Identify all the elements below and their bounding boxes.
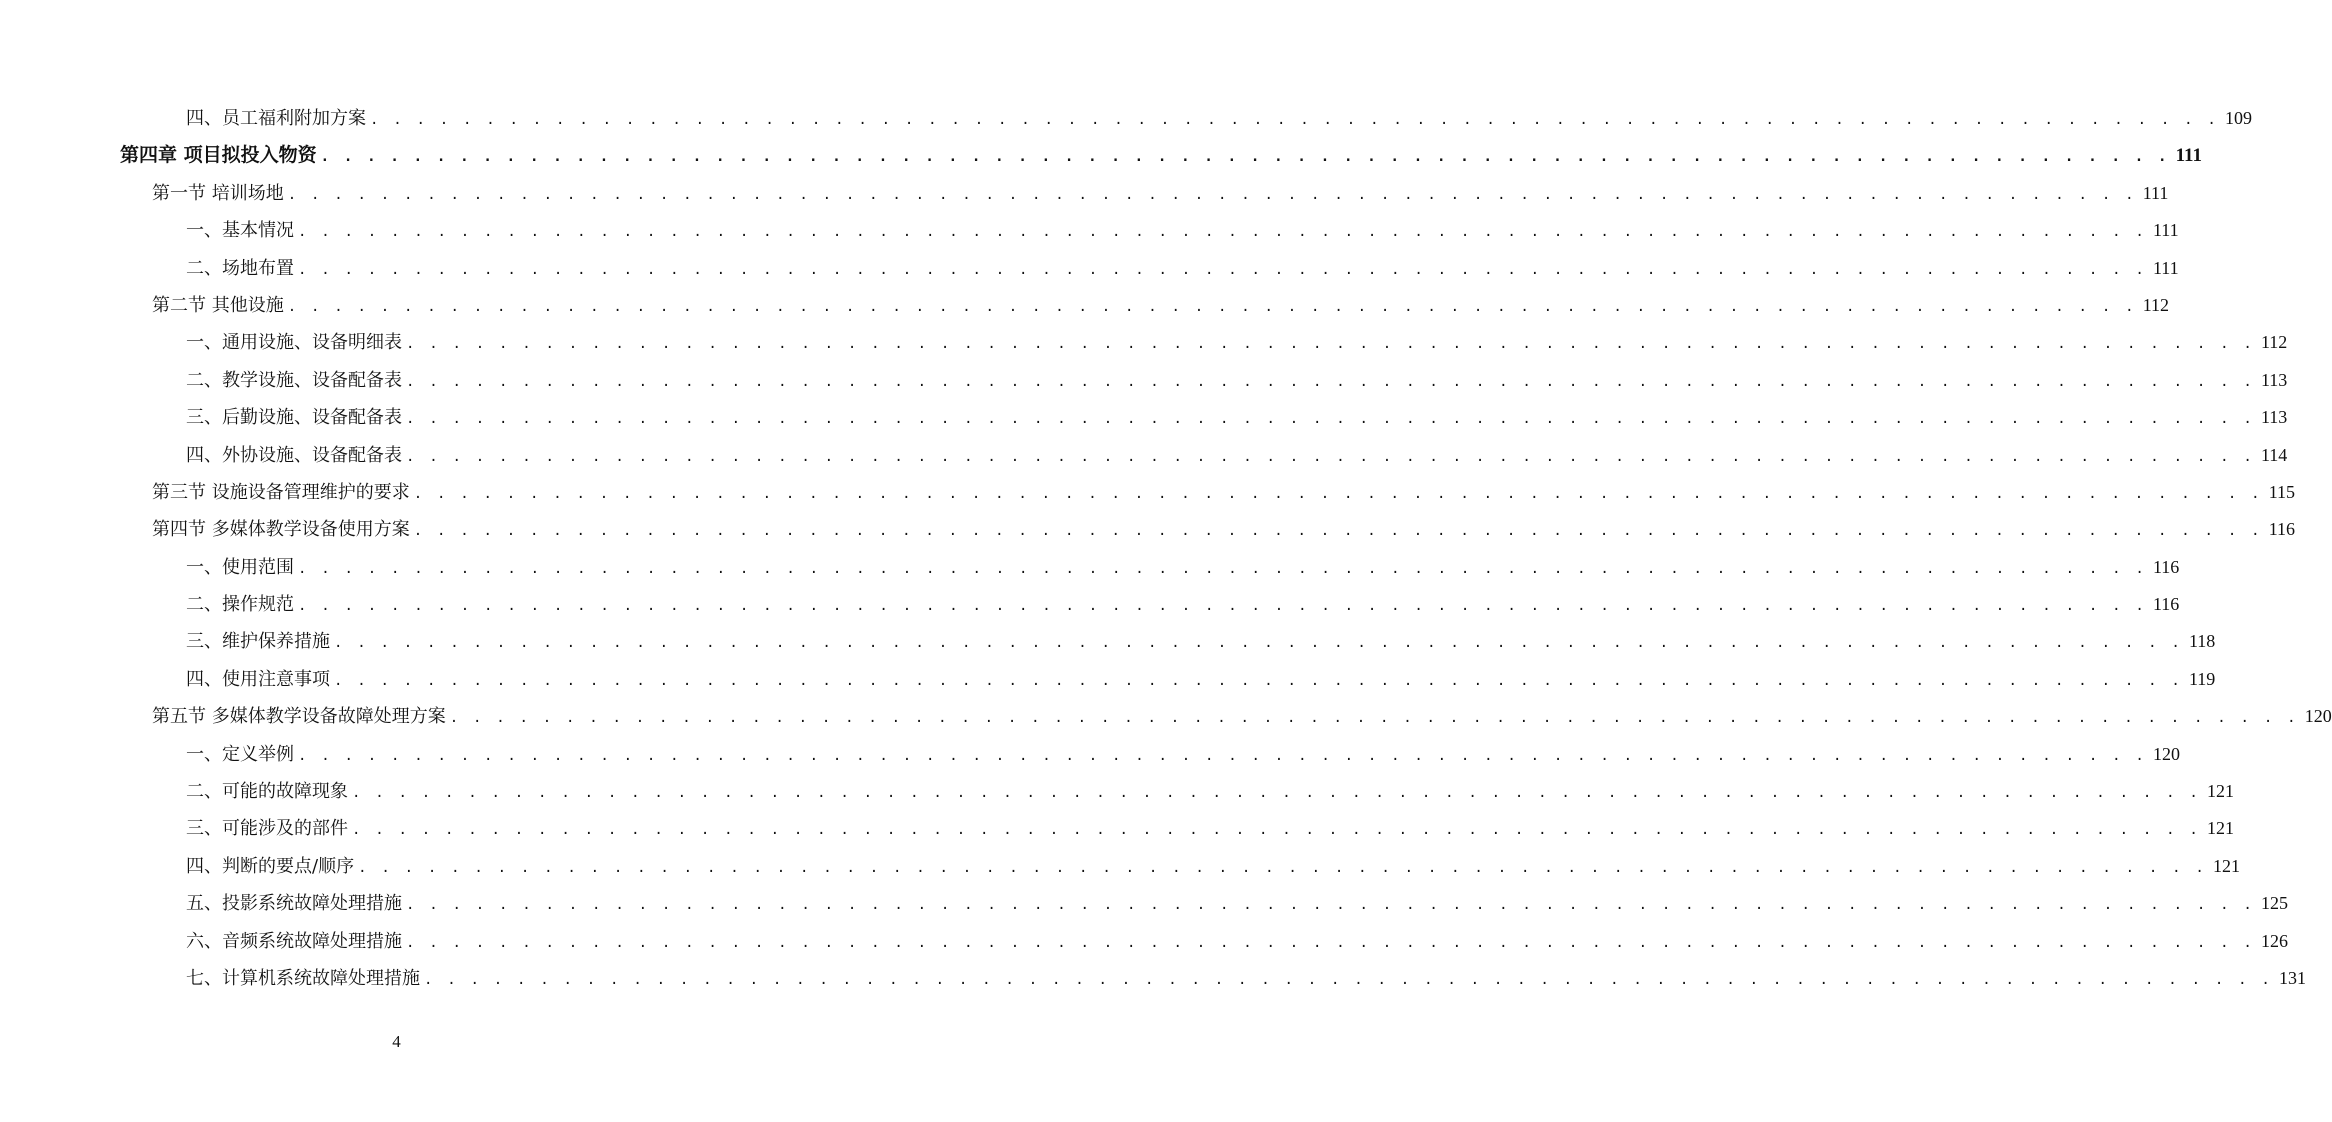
toc-entry-title: 第四节 多媒体教学设备使用方案 — [152, 519, 410, 541]
dot-leader: . . . . . . . . . . . . . . . . . . . . . . . . . . . . . . . . . . . . . . . . . . . . . . . . . . . . . . . . . . . . . . . . . . . . . . . . . . . . . . . . — [334, 635, 2183, 652]
toc-entry-title: 第一节 培训场地 — [152, 182, 284, 204]
toc-entry-title: 第五节 多媒体教学设备故障处理方案 — [152, 706, 446, 728]
toc-section-entry[interactable] — [0, 175, 2169, 212]
toc-entry-page-number: 120 — [2152, 743, 2180, 764]
toc-subsection-entry[interactable] — [0, 362, 2288, 399]
dot-leader: . . . . . . . . . . . . . . . . . . . . . . . . . . . . . . . . . . . . . . . . . . . . . . . . . . . . . . . . . . . . . . . . . . . . . . . . . . . . . . . . — [406, 373, 2255, 390]
table-of-contents — [0, 100, 2332, 997]
dot-leader: . . . . . . . . . . . . . . . . . . . . . . . . . . . . . . . . . . . . . . . . . . . . . . . . . . . . . . . . . . . . . . . . . . . . . . . . . . . . . . . . — [298, 598, 2147, 615]
toc-entry-content — [186, 100, 2252, 139]
toc-entry-page-number: 111 — [2152, 220, 2179, 241]
toc-entry-content — [152, 175, 2169, 214]
toc-entry-content — [186, 549, 2180, 588]
toc-entry-title: 四、判断的要点/顺序 — [186, 855, 355, 877]
toc-entry-page-number: 121 — [2213, 855, 2241, 876]
toc-section-entry[interactable] — [0, 287, 2170, 324]
toc-subsection-entry[interactable] — [0, 549, 2180, 586]
toc-entry-content — [186, 923, 2288, 962]
toc-entry-content — [186, 736, 2180, 775]
dot-leader: . . . . . . . . . . . . . . . . . . . . . . . . . . . . . . . . . . . . . . . . . . . . . . . . . . . . . . . . . . . . . . . . . . . . . . . . . . . . . . . . — [413, 523, 2263, 540]
toc-entry-content — [186, 212, 2179, 251]
toc-subsection-entry[interactable] — [0, 810, 2234, 847]
toc-entry-page-number: 111 — [2175, 145, 2202, 167]
toc-entry-page-number: 112 — [2260, 332, 2288, 353]
dot-leader: . . . . . . . . . . . . . . . . . . . . . . . . . . . . . . . . . . . . . . . . . . . . . . . . . . . . . . . . . . . . . . . . . . . . . . . . . . . . . . . . — [287, 298, 2137, 315]
toc-entry-page-number: 119 — [2188, 668, 2216, 689]
toc-subsection-entry[interactable] — [0, 623, 2216, 660]
toc-entry-content — [186, 661, 2216, 700]
toc-entry-title: 一、定义举例 — [186, 743, 294, 765]
toc-entry-content — [186, 773, 2234, 812]
toc-entry-title: 一、基本情况 — [186, 220, 294, 242]
toc-entry-title: 四、使用注意事项 — [186, 668, 330, 690]
toc-subsection-entry[interactable] — [0, 661, 2216, 698]
toc-entry-content — [186, 250, 2179, 289]
dot-leader: . . . . . . . . . . . . . . . . . . . . . . . . . . . . . . . . . . . . . . . . . . . . . . . . . . . . . . . . . . . . . . . . . . . . . . . . . . . . . . . . — [424, 971, 2273, 988]
toc-subsection-entry[interactable] — [0, 923, 2288, 960]
dot-leader: . . . . . . . . . . . . . . . . . . . . . . . . . . . . . . . . . . . . . . . . . . . . . . . . . . . . . . . . . . . . . . . . . . . . . . . . . . . . . . . . — [358, 859, 2208, 876]
dot-leader: . . . . . . . . . . . . . . . . . . . . . . . . . . . . . . . . . . . . . . . . . . . . . . . . . . . . . . . . . . . . . . . . . . . . . . . . . . . . . . . . — [370, 112, 2219, 128]
toc-entry-content — [186, 586, 2180, 625]
toc-subsection-entry[interactable] — [0, 586, 2180, 623]
toc-subsection-entry[interactable] — [0, 324, 2288, 361]
toc-section-entry[interactable] — [0, 474, 2296, 511]
toc-entry-page-number: 125 — [2260, 893, 2288, 914]
toc-entry-title: 二、操作规范 — [186, 594, 294, 616]
toc-entry-content — [186, 848, 2241, 887]
toc-entry-page-number: 111 — [2142, 182, 2169, 203]
toc-entry-content — [152, 698, 2332, 737]
toc-entry-page-number: 121 — [2206, 818, 2234, 839]
toc-subsection-entry[interactable] — [0, 885, 2288, 922]
dot-leader: . . . . . . . . . . . . . . . . . . . . . . . . . . . . . . . . . . . . . . . . . . . . . . . . . . . . . . . . . . . . . . . . . . . . . . . . . . . . . . . . — [298, 747, 2147, 764]
toc-entry-page-number: 111 — [2152, 257, 2179, 278]
dot-leader: . . . . . . . . . . . . . . . . . . . . . . . . . . . . . . . . . . . . . . . . . . . . . . . . . . . . . . . . . . . . . . . . . . . . . . . . . . . . . . . . — [406, 336, 2255, 353]
toc-entry-page-number: 109 — [2224, 108, 2252, 128]
toc-entry-title: 一、使用范围 — [186, 556, 294, 578]
toc-entry-title: 五、投影系统故障处理措施 — [186, 893, 402, 915]
toc-entry-content — [152, 511, 2296, 550]
toc-entry-title: 二、可能的故障现象 — [186, 781, 348, 803]
dot-leader: . . . . . . . . . . . . . . . . . . . . . . . . . . . . . . . . . . . . . . . . . . . . . . . . . . . . . . . . . . . . . . . . . . . . . . . . . . . . . . . . — [406, 448, 2255, 465]
toc-entry-content — [186, 362, 2288, 401]
dot-leader: . . . . . . . . . . . . . . . . . . . . . . . . . . . . . . . . . . . . . . . . . . . . . . . . . . . . . . . . . . . . . . . . . . . . . . . . . . . . . . . . — [449, 710, 2299, 727]
toc-entry-page-number: 116 — [2268, 519, 2296, 540]
toc-entry-content — [152, 287, 2170, 326]
toc-entry-page-number: 121 — [2206, 781, 2234, 802]
toc-entry-page-number: 118 — [2188, 631, 2216, 652]
toc-chapter-entry[interactable] — [0, 137, 2202, 174]
dot-leader: . . . . . . . . . . . . . . . . . . . . . . . . . . . . . . . . . . . . . . . . . . . . . . . . . . . . . . . . . . . . . . . . . . . . . . . . . . . . . . . . — [406, 934, 2255, 951]
dot-leader: . . . . . . . . . . . . . . . . . . . . . . . . . . . . . . . . . . . . . . . . . . . . . . . . . . . . . . . . . . . . . . . . . . . . . . . . . . . . . . . . — [352, 785, 2201, 802]
toc-entry-page-number: 115 — [2268, 481, 2296, 502]
toc-entry-page-number: 113 — [2260, 407, 2288, 428]
toc-subsection-entry[interactable] — [0, 736, 2180, 773]
dot-leader: . . . . . . . . . . . . . . . . . . . . . . . . . . . . . . . . . . . . . . . . . . . . . . . . . . . . . . . . . . . . . . . . . . . . . . . . . . . . . . . . — [352, 822, 2201, 839]
toc-entry-content — [186, 960, 2306, 999]
dot-leader: . . . . . . . . . . . . . . . . . . . . . . . . . . . . . . . . . . . . . . . . . . . . . . . . . . . . . . . . . . . . . . . . . . . . . . . . . . . . . . . . — [334, 672, 2183, 689]
toc-entry-content — [186, 810, 2234, 849]
toc-entry-title: 三、维护保养措施 — [186, 631, 330, 653]
page-number: 4 — [392, 1032, 401, 1051]
toc-entry-page-number: 126 — [2260, 930, 2288, 951]
dot-leader: . . . . . . . . . . . . . . . . . . . . . . . . . . . . . . . . . . . . . . . . . . . . . . . . . . . . . . . . . . . . . . . . . . . . . . . . . . . . . . . . — [298, 224, 2147, 241]
toc-entry-page-number: 112 — [2142, 294, 2170, 315]
toc-entry-content — [186, 885, 2288, 924]
toc-entry-title: 七、计算机系统故障处理措施 — [186, 967, 420, 989]
toc-entry-content — [186, 324, 2288, 363]
toc-subsection-entry[interactable] — [0, 437, 2288, 474]
toc-entry-page-number: 116 — [2152, 594, 2180, 615]
toc-entry-content — [120, 137, 2202, 176]
toc-entry-content — [186, 623, 2216, 662]
toc-entry-title: 二、场地布置 — [186, 257, 294, 279]
toc-entry-title: 二、教学设施、设备配备表 — [186, 369, 402, 391]
toc-subsection-entry[interactable] — [0, 399, 2288, 436]
toc-subsection-entry[interactable] — [0, 250, 2179, 287]
toc-subsection-entry[interactable] — [0, 848, 2241, 885]
toc-entry-content — [186, 437, 2288, 476]
toc-entry-title: 第四章 项目拟投入物资 — [120, 144, 317, 167]
dot-leader: . . . . . . . . . . . . . . . . . . . . . . . . . . . . . . . . . . . . . . . . . . . . . . . . . . . . . . . . . . . . . . . . . . . . . . . . . . . . . . . . — [287, 186, 2137, 203]
toc-subsection-entry[interactable] — [0, 100, 2252, 137]
toc-entry-title: 四、员工福利附加方案 — [186, 108, 366, 129]
dot-leader: . . . . . . . . . . . . . . . . . . . . . . . . . . . . . . . . . . . . . . . . . . . . . . . . . . . . . . . . . . . . . . . . . . . . . . . . . . . . . . . . — [406, 411, 2255, 428]
toc-entry-title: 第三节 设施设备管理维护的要求 — [152, 481, 410, 503]
toc-section-entry[interactable] — [0, 698, 2332, 735]
dot-leader: . . . . . . . . . . . . . . . . . . . . . . . . . . . . . . . . . . . . . . . . . . . . . . . . . . . . . . . . . . . . . . . . . . . . . . . . . . . . . . . . — [406, 897, 2255, 914]
toc-entry-title: 一、通用设施、设备明细表 — [186, 332, 402, 354]
toc-entry-page-number: 116 — [2152, 556, 2180, 577]
toc-entry-title: 三、可能涉及的部件 — [186, 818, 348, 840]
toc-entry-title: 第二节 其他设施 — [152, 294, 284, 316]
toc-entry-page-number: 114 — [2260, 444, 2288, 465]
dot-leader: . . . . . . . . . . . . . . . . . . . . . . . . . . . . . . . . . . . . . . . . . . . . . . . . . . . . . . . . . . . . . . . . . . . . . . . . . . . . . . . . — [298, 560, 2147, 577]
dot-leader: . . . . . . . . . . . . . . . . . . . . . . . . . . . . . . . . . . . . . . . . . . . . . . . . . . . . . . . . . . . . . . . . . . . . . . . . . . . . . . . . — [320, 149, 2170, 166]
toc-subsection-entry[interactable] — [0, 960, 2306, 997]
toc-entry-page-number: 120 — [2304, 706, 2332, 727]
toc-entry-title: 三、后勤设施、设备配备表 — [186, 407, 402, 429]
toc-entry-page-number: 113 — [2260, 369, 2288, 390]
toc-entry-content — [186, 399, 2288, 438]
toc-subsection-entry[interactable] — [0, 773, 2234, 810]
dot-leader: . . . . . . . . . . . . . . . . . . . . . . . . . . . . . . . . . . . . . . . . . . . . . . . . . . . . . . . . . . . . . . . . . . . . . . . . . . . . . . . . — [298, 261, 2147, 278]
dot-leader: . . . . . . . . . . . . . . . . . . . . . . . . . . . . . . . . . . . . . . . . . . . . . . . . . . . . . . . . . . . . . . . . . . . . . . . . . . . . . . . . — [413, 485, 2263, 502]
toc-subsection-entry[interactable] — [0, 212, 2179, 249]
toc-entry-title: 四、外协设施、设备配备表 — [186, 444, 402, 466]
toc-entry-page-number: 131 — [2278, 967, 2306, 988]
toc-entry-title: 六、音频系统故障处理措施 — [186, 930, 402, 952]
toc-entry-content — [152, 474, 2296, 513]
toc-section-entry[interactable] — [0, 511, 2296, 548]
